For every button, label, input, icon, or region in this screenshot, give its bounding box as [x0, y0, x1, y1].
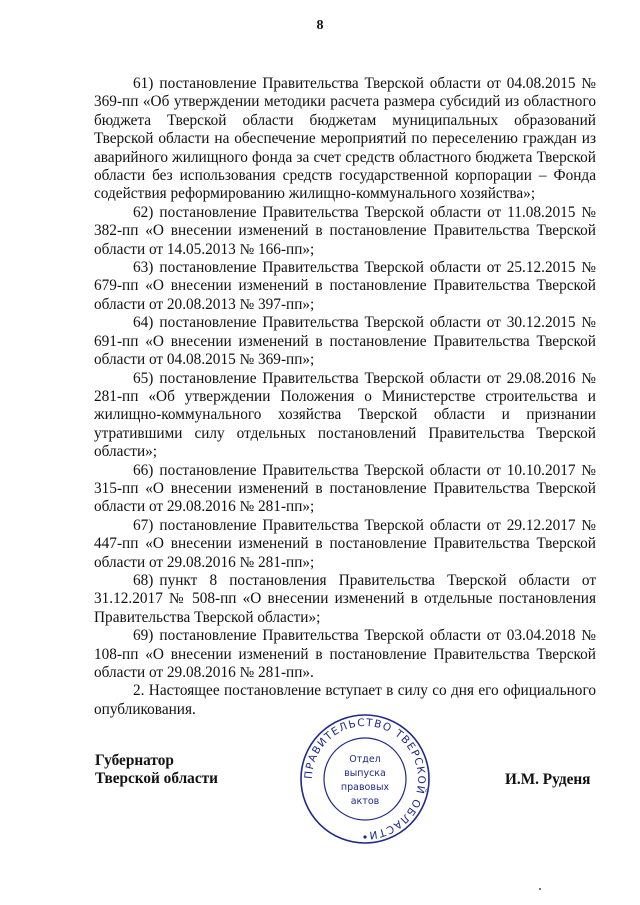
- stamp-outer-ring: [301, 715, 429, 843]
- scan-speck: [539, 888, 541, 890]
- item-number: 64): [133, 314, 154, 332]
- stamp-line1: Отдел: [349, 754, 381, 765]
- signature-title: [95, 752, 218, 789]
- item-number: 63): [133, 259, 154, 277]
- item-text: постановление Правительства Тверской области от 03.04.2018 № 108-пп «О внесении изменений в постановление Правительства Тверской области от 29.08.2016 № 281-пп».: [94, 627, 596, 681]
- stamp-line2: выпуска: [344, 768, 386, 779]
- item-text: пункт 8 постановления Правительства Тверской области от 31.12.2017 № 508-пп «О внесении изменений в отдельные постановления Правительства Тверской области»;: [94, 571, 596, 626]
- stamp-line4: актов: [350, 796, 380, 807]
- stamp-ring-text: ПРАВИТЕЛЬСТВО ТВЕРСКОЙ ОБЛАСТИ: [302, 716, 428, 842]
- item-text: постановление Правительства Тверской области от 29.08.2016 № 281-пп «Об утверждении Положения о Министерстве строительства и жилищно-коммунального хозяйства Тверской области и признании утратившими силу отдельных постановлений Правительства Тверской области»;: [94, 369, 596, 461]
- document-body: [94, 75, 596, 719]
- item-text: постановление Правительства Тверской области от 11.08.2015 № 382-пп «О внесении изменений в постановление Правительства Тверской области от 14.05.2013 № 166-пп»;: [94, 203, 596, 258]
- page-number: 8: [316, 18, 324, 33]
- item-number: 62): [133, 203, 154, 221]
- stamp-dot: [363, 835, 366, 838]
- list-item: [94, 259, 596, 314]
- official-stamp: [298, 712, 432, 846]
- item-number: 65): [133, 369, 154, 387]
- item-text: постановление Правительства Тверской области от 10.10.2017 № 315-пп «О внесении изменений в постановление Правительства Тверской области от 29.08.2016 № 281-пп»;: [94, 461, 596, 516]
- list-item: [94, 370, 596, 462]
- list-item: [94, 462, 596, 517]
- item-text: постановление Правительства Тверской области от 30.12.2015 № 691-пп «О внесении изменений в постановление Правительства Тверской области от 04.08.2015 № 369-пп»;: [94, 314, 596, 369]
- item-text: постановление Правительства Тверской области от 04.08.2015 № 369-пп «Об утверждении методики расчета размера субсидий из областного бюджета Тверской области бюджетам муниципальных образований Тверской области на обеспечение мероприятий по переселению граждан из аварийного жилищного фонда за счет средств областного бюджета Тверской области без использования средств государственной корпорации – Фонда содействия реформированию жилищно-коммунального хозяйства»;: [94, 75, 596, 203]
- list-item: [94, 75, 596, 204]
- list-item: [94, 627, 596, 682]
- signature-title-line1: Губернатор: [95, 752, 174, 769]
- final-clause: 2. Настоящее постановление вступает в силу со дня его официального опубликования.: [94, 682, 596, 718]
- list-item: [94, 572, 596, 627]
- item-number: 67): [133, 516, 154, 534]
- item-text: постановление Правительства Тверской области от 29.12.2017 № 447-пп «О внесении изменений в постановление Правительства Тверской области от 29.08.2016 № 281-пп»;: [94, 516, 596, 571]
- item-number: 66): [133, 461, 154, 479]
- list-item: [94, 314, 596, 369]
- stamp-line3: правовых: [340, 782, 390, 793]
- item-number: 68): [133, 571, 154, 589]
- stamp-inner-ring: [324, 738, 406, 820]
- item-number: 69): [133, 627, 154, 645]
- signatory-name: И.М. Руденя: [505, 771, 591, 788]
- list-item: [94, 517, 596, 572]
- list-item: [94, 204, 596, 259]
- item-number: 61): [133, 75, 154, 92]
- signature-title-line2: Тверской области: [95, 770, 218, 788]
- item-text: постановление Правительства Тверской области от 25.12.2015 № 679-пп «О внесении изменений в постановление Правительства Тверской области от 20.08.2013 № 397-пп»;: [94, 259, 596, 313]
